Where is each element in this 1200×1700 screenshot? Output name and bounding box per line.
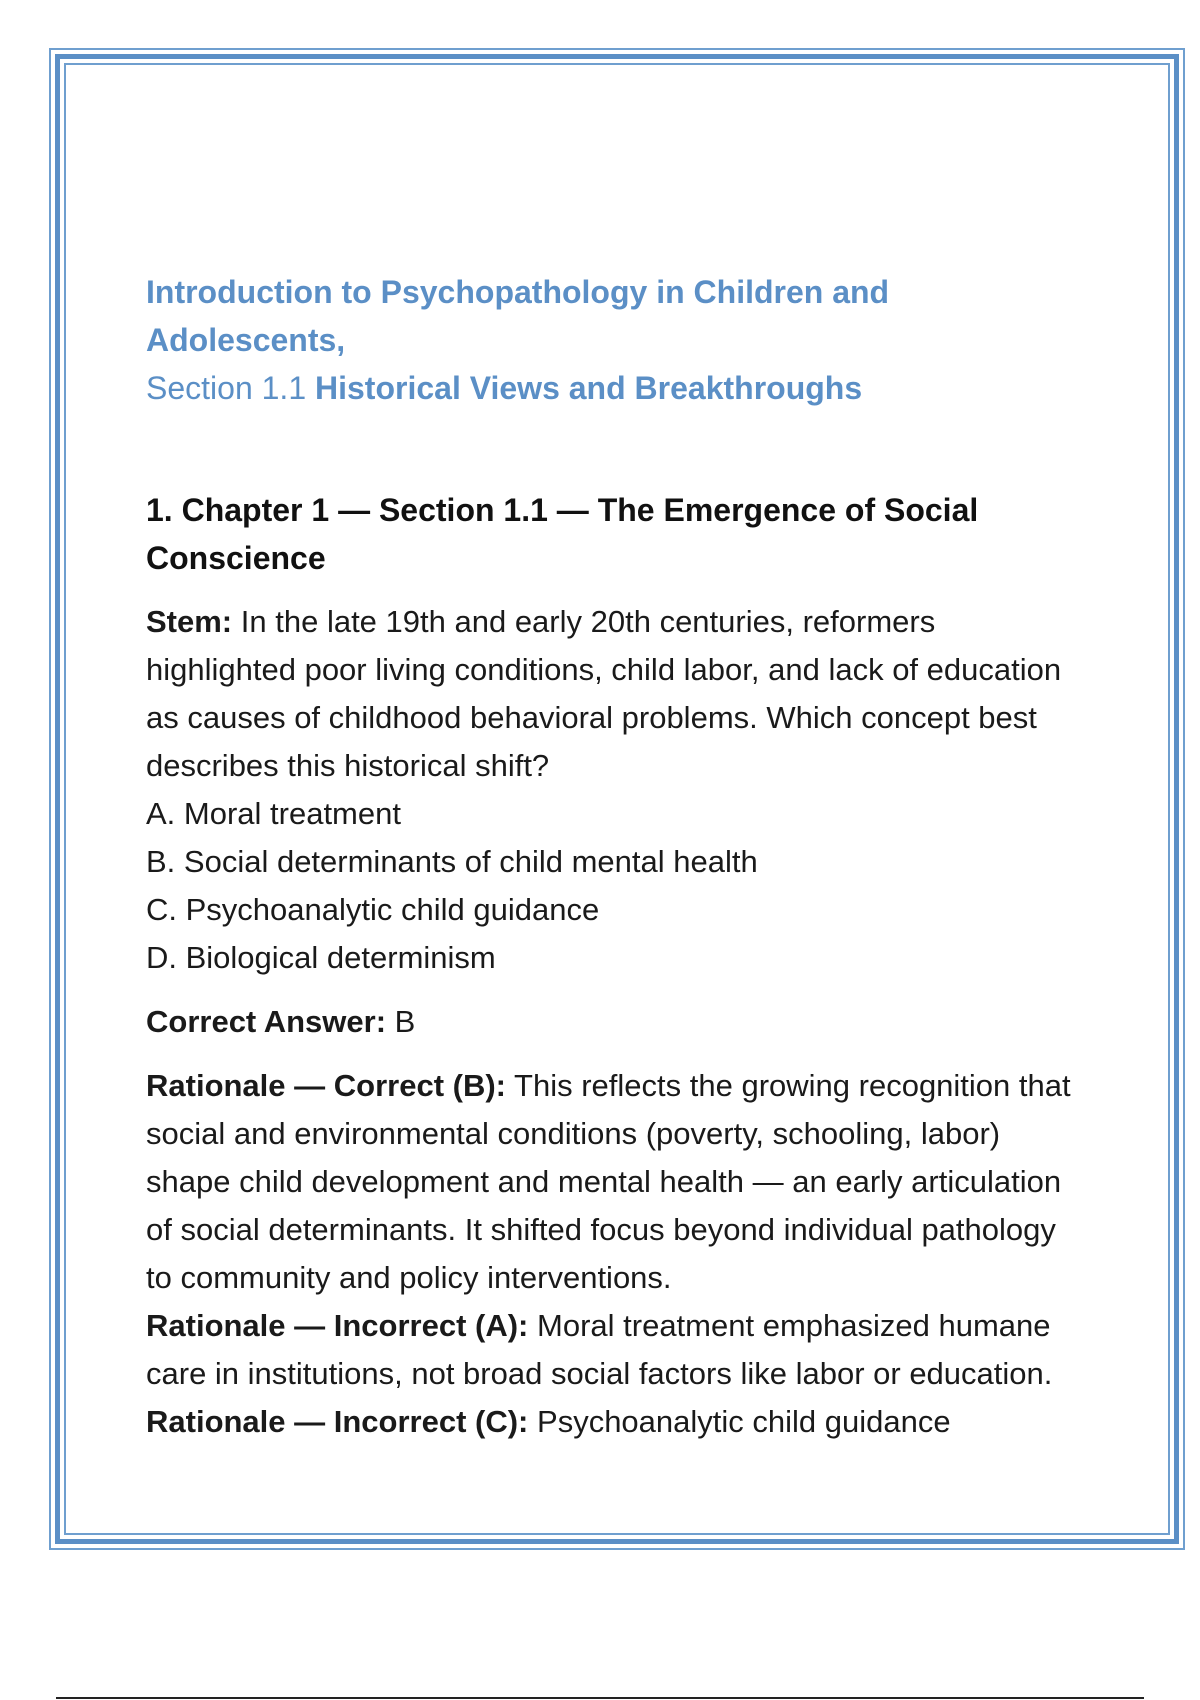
rationale-incorrect-a — [146, 1302, 1086, 1398]
rationale-text: Psychoanalytic child guidance — [537, 1404, 951, 1439]
rationale-correct-b — [146, 1062, 1086, 1302]
rationale-text: Moral treatment emphasized humane care in institutions, not broad social factors like labor or education. — [146, 1308, 1053, 1391]
correct-answer — [146, 998, 1086, 1046]
rationale-label: Rationale — Incorrect (C): — [146, 1404, 529, 1439]
section-name: Historical Views and Breakthroughs — [315, 370, 863, 406]
option-a: A. Moral treatment — [146, 796, 401, 831]
title-line: Introduction to Psychopathology in Children and Adolescents, — [146, 274, 890, 358]
page-content — [146, 268, 1086, 1446]
question-heading: 1. Chapter 1 — Section 1.1 — The Emergence of Social Conscience — [146, 492, 979, 576]
rationale-text: This reflects the growing recognition that social and environmental conditions (poverty, schooling, labor) shape child development and mental health — an early articulation of social determinants. It shifted focus beyond individual pathology to community and policy interventions. — [146, 1068, 1071, 1295]
rationale-block — [146, 1062, 1086, 1446]
option-d: D. Biological determinism — [146, 940, 496, 975]
option-b: B. Social determinants of child mental health — [146, 844, 758, 879]
stem-label: Stem: — [146, 604, 233, 639]
answer-value: B — [394, 1004, 416, 1039]
rationale-label: Rationale — Correct (B): — [146, 1068, 506, 1103]
section-number: Section 1.1 — [146, 370, 307, 406]
rationale-label: Rationale — Incorrect (A): — [146, 1308, 529, 1343]
footer-rule — [56, 1697, 1144, 1699]
option-c: C. Psychoanalytic child guidance — [146, 892, 600, 927]
answer-options — [146, 790, 1086, 982]
question-stem — [146, 598, 1086, 790]
answer-label: Correct Answer: — [146, 1004, 387, 1039]
rationale-incorrect-c — [146, 1398, 1086, 1446]
document-title — [146, 268, 1086, 412]
stem-text: In the late 19th and early 20th centuries, reformers highlighted poor living conditions, child labor, and lack of education as causes of childhood behavioral problems. Which concept best describes this historical shift? — [146, 604, 1062, 783]
